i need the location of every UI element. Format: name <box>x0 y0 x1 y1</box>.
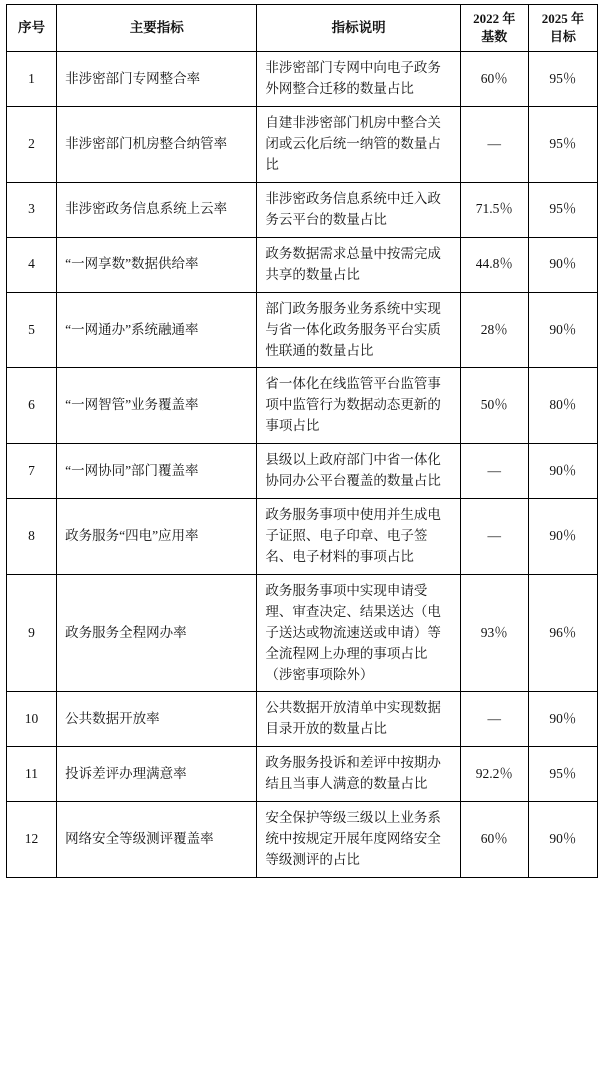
cell-base: 71.5％ <box>460 182 528 237</box>
cell-base: — <box>460 107 528 183</box>
cell-no: 4 <box>7 237 57 292</box>
column-header-name: 主要指标 <box>57 5 257 52</box>
column-header-target-line2: 目标 <box>549 29 576 45</box>
cell-name: 非涉密政务信息系统上云率 <box>57 182 257 237</box>
cell-no: 1 <box>7 52 57 107</box>
cell-name: 投诉差评办理满意率 <box>57 747 257 802</box>
cell-target: 90％ <box>528 499 597 575</box>
cell-no: 7 <box>7 444 57 499</box>
cell-desc: 自建非涉密部门机房中整合关闭或云化后统一纳管的数量占比 <box>257 107 460 183</box>
cell-target: 90％ <box>528 444 597 499</box>
cell-name: 公共数据开放率 <box>57 692 257 747</box>
column-header-desc: 指标说明 <box>257 5 460 52</box>
cell-target: 96％ <box>528 574 597 692</box>
cell-target: 90％ <box>528 237 597 292</box>
column-header-target <box>528 5 597 52</box>
cell-base: 60％ <box>460 52 528 107</box>
table-header-row <box>7 5 598 52</box>
cell-target: 90％ <box>528 802 597 878</box>
cell-name: 政务服务“四电”应用率 <box>57 499 257 575</box>
cell-no: 5 <box>7 292 57 368</box>
cell-base: — <box>460 692 528 747</box>
table-row <box>7 52 598 107</box>
cell-desc: 省一体化在线监管平台监管事项中监管行为数据动态更新的事项占比 <box>257 368 460 444</box>
cell-base: — <box>460 444 528 499</box>
column-header-base-line1: 2022 年 <box>473 11 516 26</box>
cell-desc: 政务服务投诉和差评中按期办结且当事人满意的数量占比 <box>257 747 460 802</box>
table-row <box>7 237 598 292</box>
table-row <box>7 182 598 237</box>
cell-target: 95％ <box>528 107 597 183</box>
cell-base: 44.8％ <box>460 237 528 292</box>
cell-name: 网络安全等级测评覆盖率 <box>57 802 257 878</box>
table-row <box>7 368 598 444</box>
cell-desc: 部门政务服务业务系统中实现与省一体化政务服务平台实质性联通的数量占比 <box>257 292 460 368</box>
cell-base: 93％ <box>460 574 528 692</box>
cell-desc: 公共数据开放清单中实现数据目录开放的数量占比 <box>257 692 460 747</box>
cell-name: “一网享数”数据供给率 <box>57 237 257 292</box>
column-header-no: 序号 <box>7 5 57 52</box>
cell-no: 10 <box>7 692 57 747</box>
table-row <box>7 499 598 575</box>
cell-target: 90％ <box>528 292 597 368</box>
cell-target: 95％ <box>528 182 597 237</box>
cell-desc: 非涉密部门专网中向电子政务外网整合迁移的数量占比 <box>257 52 460 107</box>
cell-desc: 安全保护等级三级以上业务系统中按规定开展年度网络安全等级测评的占比 <box>257 802 460 878</box>
cell-target: 95％ <box>528 747 597 802</box>
cell-no: 9 <box>7 574 57 692</box>
cell-base: 60％ <box>460 802 528 878</box>
cell-desc: 政务服务事项中使用并生成电子证照、电子印章、电子签名、电子材料的事项占比 <box>257 499 460 575</box>
cell-desc: 政务数据需求总量中按需完成共享的数量占比 <box>257 237 460 292</box>
table-row <box>7 292 598 368</box>
cell-no: 6 <box>7 368 57 444</box>
cell-base: 28％ <box>460 292 528 368</box>
column-header-base <box>460 5 528 52</box>
cell-desc: 政务服务事项中实现申请受理、审查决定、结果送达（电子送达或物流速送或申请）等全流程网上办理的事项占比（涉密事项除外） <box>257 574 460 692</box>
cell-name: “一网通办”系统融通率 <box>57 292 257 368</box>
cell-no: 12 <box>7 802 57 878</box>
cell-no: 8 <box>7 499 57 575</box>
table-row <box>7 747 598 802</box>
table-row <box>7 574 598 692</box>
cell-no: 2 <box>7 107 57 183</box>
cell-target: 95％ <box>528 52 597 107</box>
cell-name: 非涉密部门专网整合率 <box>57 52 257 107</box>
cell-base: 92.2％ <box>460 747 528 802</box>
table-row <box>7 107 598 183</box>
table-row <box>7 444 598 499</box>
table-header <box>7 5 598 52</box>
cell-desc: 县级以上政府部门中省一体化协同办公平台覆盖的数量占比 <box>257 444 460 499</box>
table-row <box>7 802 598 878</box>
cell-target: 90％ <box>528 692 597 747</box>
cell-desc: 非涉密政务信息系统中迁入政务云平台的数量占比 <box>257 182 460 237</box>
table-row <box>7 692 598 747</box>
cell-name: 政务服务全程网办率 <box>57 574 257 692</box>
cell-name: “一网智管”业务覆盖率 <box>57 368 257 444</box>
cell-name: “一网协同”部门覆盖率 <box>57 444 257 499</box>
cell-base: — <box>460 499 528 575</box>
table-body <box>7 52 598 878</box>
indicator-table <box>6 4 598 878</box>
cell-base: 50％ <box>460 368 528 444</box>
cell-name: 非涉密部门机房整合纳管率 <box>57 107 257 183</box>
column-header-base-line2: 基数 <box>481 29 508 45</box>
cell-target: 80％ <box>528 368 597 444</box>
cell-no: 3 <box>7 182 57 237</box>
cell-no: 11 <box>7 747 57 802</box>
column-header-target-line1: 2025 年 <box>541 11 585 26</box>
